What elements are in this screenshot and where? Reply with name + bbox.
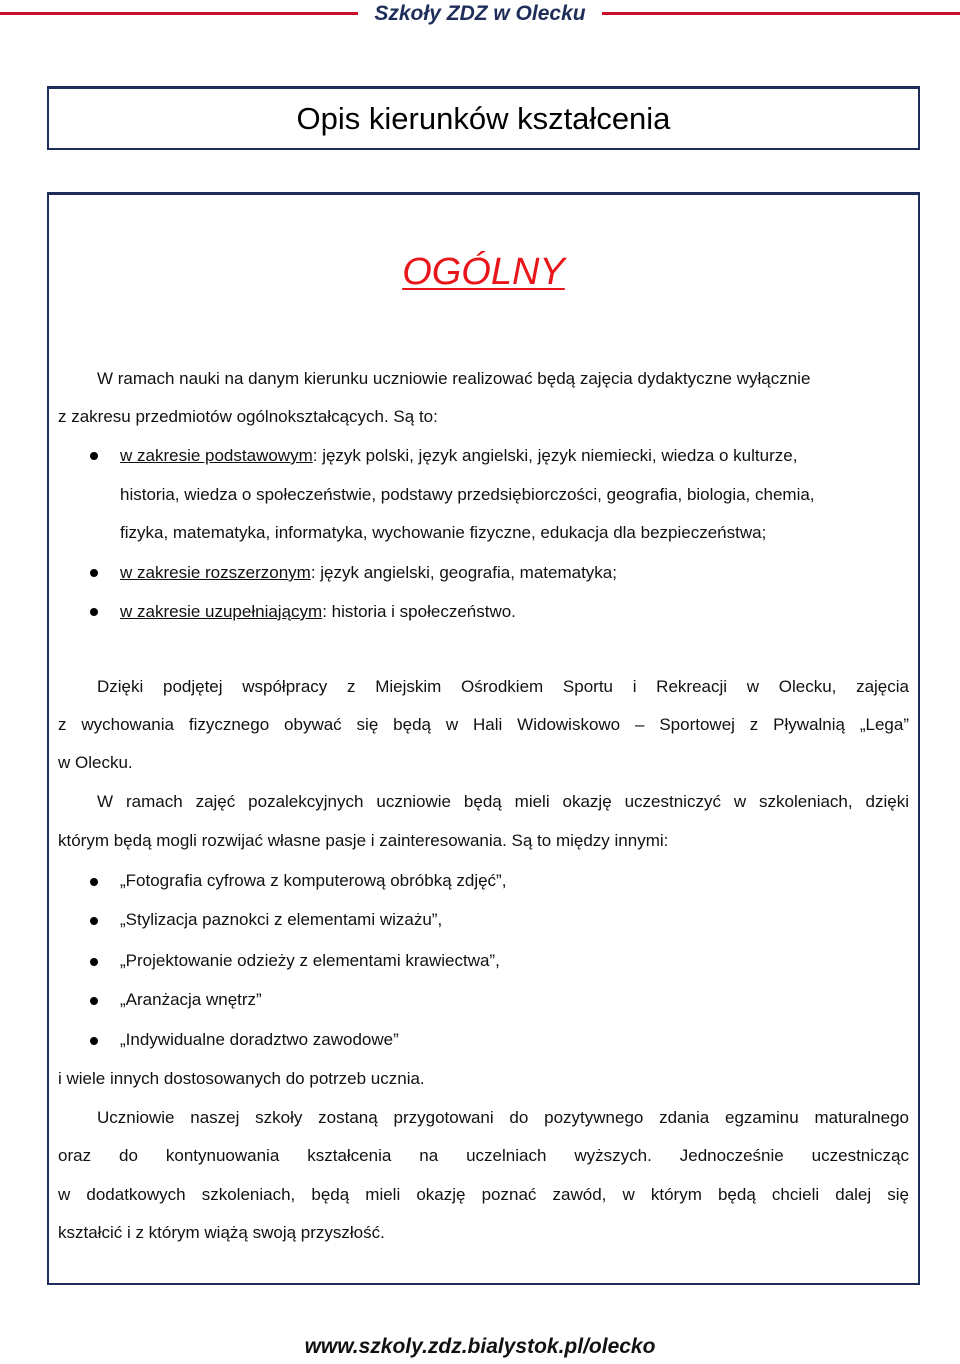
- section-heading: OGÓLNY: [402, 251, 565, 293]
- subjects-supplementary-text: : historia i społeczeństwo.: [322, 602, 516, 621]
- footer-url: www.szkoly.zdz.bialystok.pl/olecko: [304, 1335, 656, 1358]
- subjects-supplementary-label: w zakresie uzupełniającym: [120, 602, 323, 621]
- course-item: „Stylizacja paznokci z elementami wizażu”,: [120, 910, 443, 929]
- bullet-icon: [90, 917, 98, 925]
- subjects-basic-label: w zakresie podstawowym: [120, 446, 313, 465]
- subjects-basic-line-2: historia, wiedza o społeczeństwie, podstawy przedsiębiorczości, geografia, biologia, chemia,: [120, 485, 815, 504]
- course-item: „Aranżacja wnętrz”: [120, 990, 262, 1009]
- course-item: „Projektowanie odzieży z elementami krawiectwa”,: [120, 951, 500, 970]
- bullet-icon: [90, 997, 98, 1005]
- bullet-icon: [90, 569, 98, 577]
- subjects-extended-label: w zakresie rozszerzonym: [120, 563, 311, 582]
- page-title: Opis kierunków kształcenia: [296, 101, 671, 136]
- title-box: [47, 86, 920, 150]
- intro-line-2: z zakresu przedmiotów ogólnokształcących. Są to:: [58, 407, 438, 426]
- subjects-extended: [120, 554, 617, 592]
- final-line-3: w dodatkowych szkoleniach, będą mieli okazję poznać zawód, w którym będą chcieli dalej się: [58, 1185, 909, 1204]
- course-item: „Indywidualne doradztwo zawodowe”: [120, 1030, 399, 1049]
- bullet-icon: [90, 608, 98, 616]
- bullet-icon: [90, 958, 98, 966]
- final-line-1: Uczniowie naszej szkoły zostaną przygotowani do pozytywnego zdania egzaminu maturalnego: [97, 1108, 909, 1127]
- subjects-supplementary: [120, 593, 516, 631]
- extra-line-2: którym będą mogli rozwijać własne pasje i zainteresowania. Są to między innymi:: [58, 831, 669, 850]
- bullet-icon: [90, 1037, 98, 1045]
- subjects-basic-line-1: [120, 437, 797, 475]
- final-line-4: kształcić i z którym wiążą swoją przyszłość.: [58, 1223, 385, 1242]
- header-title: Szkoły ZDZ w Olecku: [374, 2, 586, 25]
- cooperation-line-2: z wychowania fizycznego obywać się będą w Hali Widowiskowo – Sportowej z Pływalnią „Lega”: [58, 715, 909, 734]
- subjects-basic-line-3: fizyka, matematyka, informatyka, wychowanie fizyczne, edukacja dla bezpieczeństwa;: [120, 523, 767, 542]
- cooperation-line-3: w Olecku.: [58, 753, 133, 772]
- bullet-icon: [90, 878, 98, 886]
- subjects-extended-text: : język angielski, geografia, matematyka;: [310, 563, 617, 582]
- final-line-2: oraz do kontynuowania kształcenia na uczelniach wyższych. Jednocześnie uczestnicząc: [58, 1146, 909, 1165]
- course-item: „Fotografia cyfrowa z komputerową obróbką zdjęć”,: [120, 871, 507, 890]
- bullet-icon: [90, 452, 98, 460]
- courses-tail: i wiele innych dostosowanych do potrzeb ucznia.: [58, 1069, 425, 1088]
- subjects-basic-text: : język polski, język angielski, język niemiecki, wiedza o kulturze,: [312, 446, 798, 465]
- cooperation-line-1: Dzięki podjętej współpracy z Miejskim Ośrodkiem Sportu i Rekreacji w Olecku, zajęcia: [97, 677, 909, 696]
- extra-line-1: W ramach zajęć pozalekcyjnych uczniowie będą mieli okazję uczestniczyć w szkoleniach, dzięki: [97, 792, 909, 811]
- intro-line-1: W ramach nauki na danym kierunku uczniowie realizować będą zajęcia dydaktyczne wyłącznie: [97, 369, 811, 388]
